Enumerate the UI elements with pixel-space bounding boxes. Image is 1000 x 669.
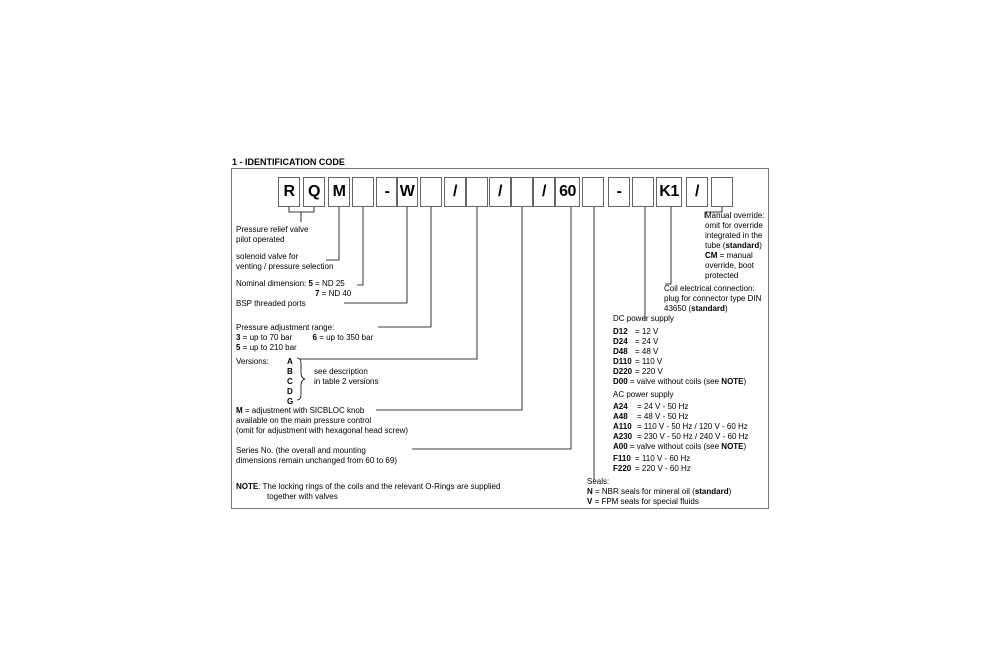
versions-label: Versions: bbox=[236, 357, 269, 366]
dc-power-list: D12 = 12 V D24 = 24 V D48 = 48 V D110 = 110 V D220 = 220 V D00 = valve without coils (see NOTE) bbox=[613, 327, 747, 386]
code-box-12: / bbox=[533, 177, 555, 207]
series-label: Series No. (the overall and mounting dimensions remain unchanged from 60 to 69) bbox=[236, 446, 397, 465]
dc-power-label: DC power supply bbox=[613, 314, 674, 323]
versions-letters: A B C D G bbox=[287, 357, 294, 406]
pressure-range-label: Pressure adjustment range: 3 = up to 70 bar 6 = up to 350 bar 5 = up to 210 bar bbox=[236, 323, 374, 352]
section-title: 1 - IDENTIFICATION CODE bbox=[232, 157, 345, 167]
code-box-6: W bbox=[396, 177, 418, 207]
code-box-2: Q bbox=[303, 177, 325, 207]
pressure-relief-label: Pressure relief valve pilot operated bbox=[236, 225, 309, 244]
code-box-13: 60 bbox=[555, 177, 580, 207]
ac-power-list: A24 = 24 V - 50 Hz A48 = 48 V - 50 Hz A110 = 110 V - 50 Hz / 120 V - 60 Hz A230 = 230 V - 50 Hz / 240 V - 60 Hz A00 = valve without coils (see NOTE) bbox=[613, 402, 749, 451]
note-text: NOTE: The locking rings of the coils and the relevant O-Rings are supplied together with valves bbox=[236, 482, 501, 501]
f-power-list: F110 = 110 V - 60 Hz F220 = 220 V - 60 Hz bbox=[613, 454, 691, 473]
adjustment-label: M = adjustment with SICBLOC knob available on the main pressure control (omit for adjustment with hexagonal head screw) bbox=[236, 406, 409, 435]
seals-label: Seals: N = NBR seals for mineral oil (standard) V = FPM seals for special fluids bbox=[587, 477, 732, 506]
code-box-15: - bbox=[608, 177, 630, 207]
code-box-10: / bbox=[489, 177, 511, 207]
code-box-3: M bbox=[328, 177, 350, 207]
ac-power-label: AC power supply bbox=[613, 390, 674, 399]
code-box-5: - bbox=[376, 177, 398, 207]
manual-override-label: Manual override: omit for override integrated in the tube (standard) CM = manual override, boot protected bbox=[705, 211, 765, 280]
solenoid-label: solenoid valve for venting / pressure selection bbox=[236, 252, 334, 271]
versions-description: see description in table 2 versions bbox=[314, 367, 379, 386]
code-box-18: / bbox=[686, 177, 708, 207]
code-box-8: / bbox=[444, 177, 466, 207]
code-box-1: R bbox=[278, 177, 300, 207]
bsp-label: BSP threaded ports bbox=[236, 299, 306, 308]
coil-connection-label: Coil electrical connection: plug for connector type DIN 43650 (standard) bbox=[664, 284, 762, 313]
code-box-17: K1 bbox=[656, 177, 682, 207]
nominal-dimension-label: Nominal dimension: 5 = ND 25 7 = ND 40 bbox=[236, 279, 352, 298]
